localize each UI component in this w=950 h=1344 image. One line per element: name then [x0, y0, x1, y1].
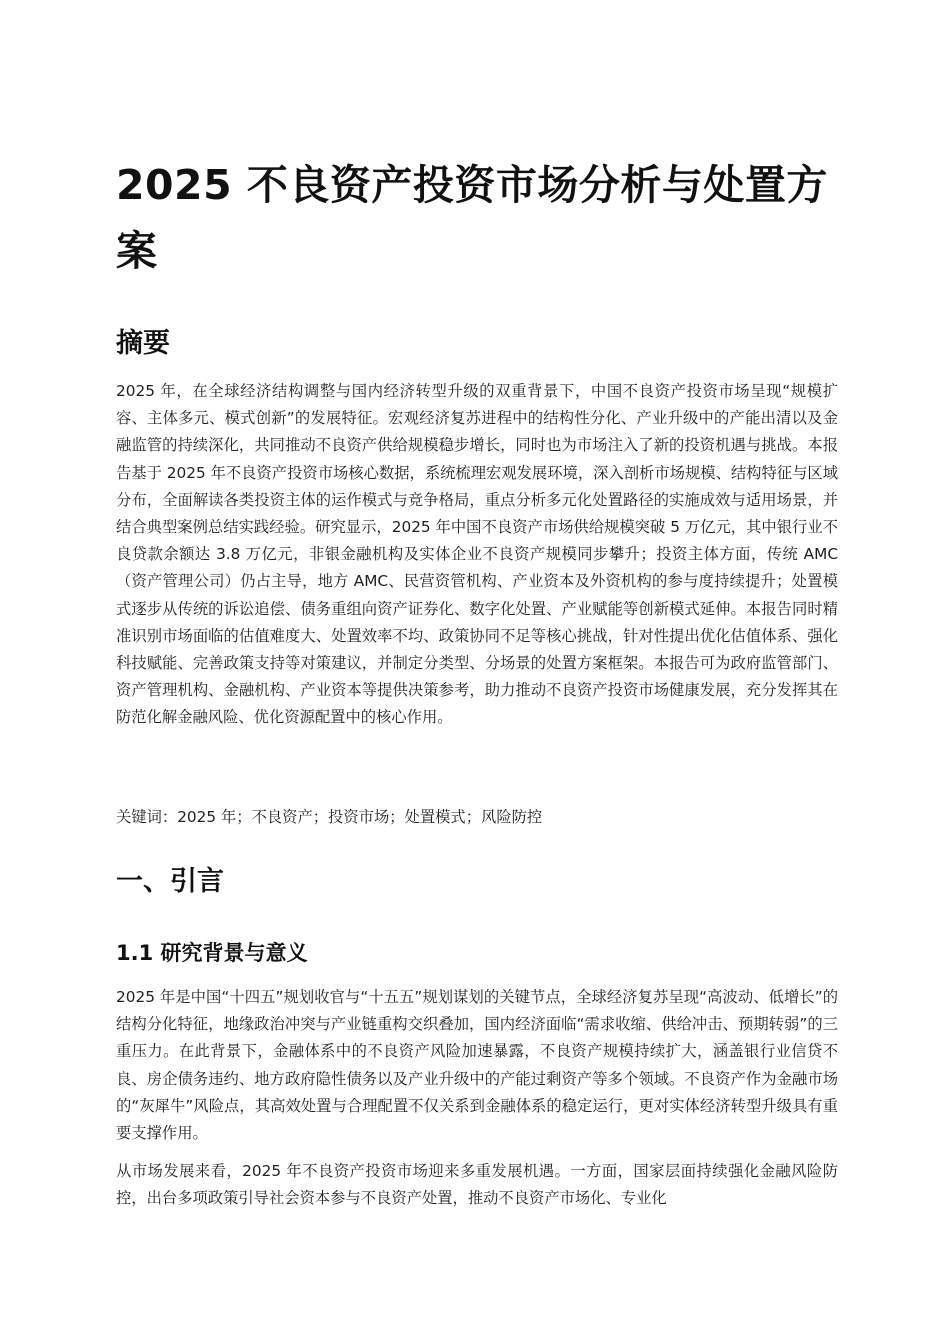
keywords-line: 关键词：2025 年；不良资产；投资市场；处置模式；风险防控: [116, 808, 543, 826]
abstract-paragraph: 2025 年，在全球经济结构调整与国内经济转型升级的双重背景下，中国不良资产投资市场呈现“规模扩容、主体多元、模式创新”的发展特征。宏观经济复苏进程中的结构性分化、产业升级中的产能出清以及金融监管的持续深化，共同推动不良资产供给规模稳步增长，同时也为市场注入了新的投资机遇与挑战。本报告基于 2025 年不良资产投资市场核心数据，系统梳理宏观发展环境，深入剖析市场规模、结构特征与区域分布，全面解读各类投资主体的运作模式与竞争格局，重点分析多元化处置路径的实施成效与适用场景，并结合典型案例总结实践经验。研究显示，2025 年中国不良资产市场供给规模突破 5 万亿元，其中银行业不良贷款余额达 3.8 万亿元，非银金融机构及实体企业不良资产规模同步攀升；投资主体方面，传统 AMC（资产管理公司）仍占主导，地方 AMC、民营资管机构、产业资本及外资机构的参与度持续提升；处置模式逐步从传统的诉讼追偿、债务重组向资产证券化、数字化处置、产业赋能等创新模式延伸。本报告同时精准识别市场面临的估值难度大、处置效率不均、政策协同不足等核心挑战，针对性提出优化估值体系、强化科技赋能、完善政策支持等对策建议，并制定分类型、分场景的处置方案框架。本报告可为政府监管部门、资产管理机构、金融机构、产业资本等提供决策参考，助力推动不良资产投资市场健康发展，充分发挥其在防范化解金融风险、优化资源配置中的核心作用。: [116, 382, 838, 727]
section-heading-introduction: 一、引言: [116, 866, 224, 897]
background-paragraph-1: 2025 年是中国“十四五”规划收官与“十五五”规划谋划的关键节点，全球经济复苏呈现“高波动、低增长”的结构分化特征，地缘政治冲突与产业链重构交织叠加，国内经济面临“需求收缩、供给冲击、预期转弱”的三重压力。在此背景下，金融体系中的不良资产风险加速暴露，不良资产规模持续扩大，涵盖银行业信贷不良、房企债务违约、地方政府隐性债务以及产业升级中的产能过剩资产等多个领域。不良资产作为金融市场的“灰犀牛”风险点，其高效处置与合理配置不仅关系到金融体系的稳定运行，更对实体经济转型升级具有重要支撑作用。: [116, 988, 838, 1143]
subsection-heading-background: 1.1 研究背景与意义: [116, 941, 308, 965]
abstract-heading: 摘要: [116, 328, 170, 359]
document-title: 2025 不良资产投资市场分析与处置方案: [116, 161, 828, 275]
background-paragraph-2: 从市场发展来看，2025 年不良资产投资市场迎来多重发展机遇。一方面，国家层面持续强化金融风险防控，出台多项政策引导社会资本参与不良资产处置，推动不良资产市场化、专业化: [116, 1162, 838, 1208]
